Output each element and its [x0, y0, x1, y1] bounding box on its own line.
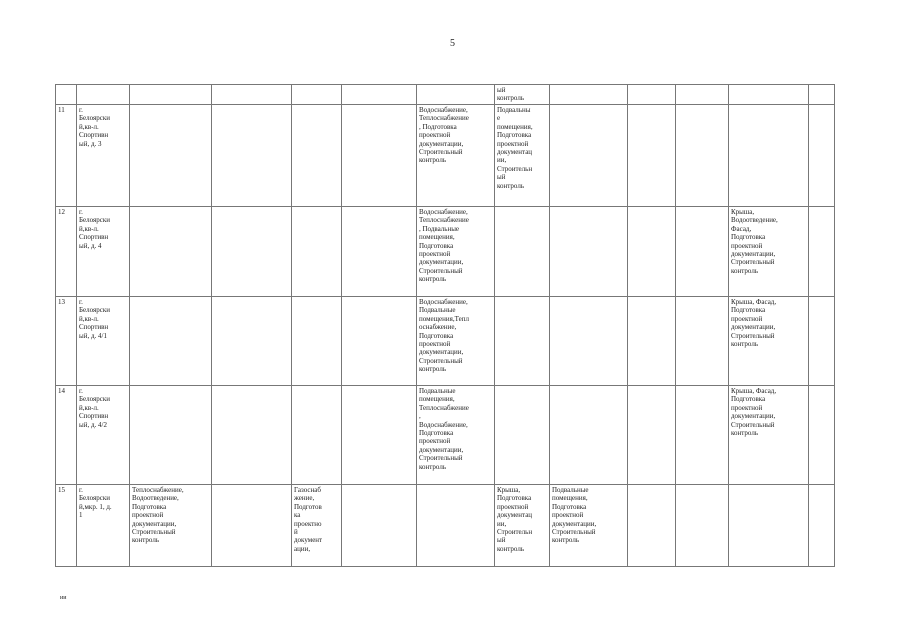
- table-cell: [676, 85, 729, 105]
- table-cell: [292, 105, 342, 207]
- table-cell: [809, 105, 835, 207]
- table-cell: Подвальны е помещения, Подготовка проектной документац ии, Строительн ый контроль: [495, 105, 550, 207]
- table-cell: Водоснабжение, Теплоснабжение , Подготовка проектной документации, Строительный контроль: [417, 105, 495, 207]
- table-cell: ый контроль: [495, 85, 550, 105]
- table-cell: [676, 207, 729, 297]
- table-cell: Теплоснабжение, Водоотведение, Подготовка проектной документации, Строительный контроль: [130, 485, 212, 567]
- table-cell: [628, 297, 676, 386]
- table-cell: [809, 485, 835, 567]
- table-cell: [77, 85, 130, 105]
- table-cell: Крыша, Водоотведение, Фасад, Подготовка проектной документации, Строительный контроль: [729, 207, 809, 297]
- table-cell: Водоснабжение, Теплоснабжение , Подвальные помещения, Подготовка проектной документации, Строительный контроль: [417, 207, 495, 297]
- table-cell: [212, 85, 292, 105]
- table-cell: [417, 85, 495, 105]
- table-cell: [342, 85, 417, 105]
- table-cell: [292, 207, 342, 297]
- table-cell: [292, 386, 342, 485]
- table-cell: [130, 85, 212, 105]
- table-cell: 15: [56, 485, 77, 567]
- table-cell: [676, 386, 729, 485]
- table-cell: [550, 386, 628, 485]
- footer-mark: ии: [60, 595, 67, 601]
- table-cell: [212, 297, 292, 386]
- table-cell: [292, 297, 342, 386]
- table-cell: [212, 207, 292, 297]
- table-cell: г. Белоярски й,мкр. 1, д. 1: [77, 485, 130, 567]
- table-cell: 12: [56, 207, 77, 297]
- table-cell: [130, 105, 212, 207]
- table-cell: [628, 386, 676, 485]
- page-number: 5: [450, 38, 455, 49]
- table-row: [56, 85, 835, 105]
- table-cell: [342, 207, 417, 297]
- table-row: [56, 105, 835, 207]
- table-cell: [130, 386, 212, 485]
- works-table: [55, 84, 835, 567]
- table-cell: Крыша, Подготовка проектной документац ии, Строительн ый контроль: [495, 485, 550, 567]
- table-cell: [550, 85, 628, 105]
- table-cell: г. Белоярски й,кв-л. Спортивн ый, д. 4: [77, 207, 130, 297]
- table-cell: [212, 485, 292, 567]
- table-cell: [550, 105, 628, 207]
- table-cell: [729, 105, 809, 207]
- table-cell: [130, 297, 212, 386]
- table-row: [56, 207, 835, 297]
- table-cell: [809, 85, 835, 105]
- table-cell: 13: [56, 297, 77, 386]
- table-cell: Крыша, Фасад, Подготовка проектной документации, Строительный контроль: [729, 297, 809, 386]
- table-cell: [495, 297, 550, 386]
- table-cell: Подвальные помещения, Подготовка проектной документации, Строительный контроль: [550, 485, 628, 567]
- table-cell: г. Белоярски й,кв-л. Спортивн ый, д. 3: [77, 105, 130, 207]
- table-cell: Газоснаб жение, Подготов ка проектно й документ ации,: [292, 485, 342, 567]
- table-row: [56, 485, 835, 567]
- table-cell: [56, 85, 77, 105]
- table-cell: 14: [56, 386, 77, 485]
- table-cell: г. Белоярски й,кв-л. Спортивн ый, д. 4/1: [77, 297, 130, 386]
- table-cell: [809, 386, 835, 485]
- table-cell: [495, 207, 550, 297]
- table-cell: [212, 386, 292, 485]
- table-cell: [809, 207, 835, 297]
- table-cell: [342, 297, 417, 386]
- table-cell: [628, 85, 676, 105]
- table-cell: [550, 207, 628, 297]
- table-cell: [676, 297, 729, 386]
- table-cell: [676, 105, 729, 207]
- table-row: [56, 386, 835, 485]
- table-cell: [628, 105, 676, 207]
- table-cell: [628, 207, 676, 297]
- table-cell: [342, 105, 417, 207]
- table-cell: Крыша, Фасад, Подготовка проектной документации, Строительный контроль: [729, 386, 809, 485]
- table-cell: Подвальные помещения, Теплоснабжение , Водоснабжение, Подготовка проектной документации, Строительный контроль: [417, 386, 495, 485]
- table-cell: [342, 386, 417, 485]
- table-cell: [292, 85, 342, 105]
- table-cell: [342, 485, 417, 567]
- table-cell: [729, 485, 809, 567]
- table-cell: [417, 485, 495, 567]
- table-row: [56, 297, 835, 386]
- table-cell: [130, 207, 212, 297]
- table-cell: [495, 386, 550, 485]
- table-cell: [809, 297, 835, 386]
- table-cell: [676, 485, 729, 567]
- table-cell: г. Белоярски й,кв-л. Спортивн ый, д. 4/2: [77, 386, 130, 485]
- table-cell: [212, 105, 292, 207]
- table-cell: Водоснабжение, Подвальные помещения,Тепл оснабжение, Подготовка проектной документации, Строительный контроль: [417, 297, 495, 386]
- table-cell: 11: [56, 105, 77, 207]
- table-cell: [628, 485, 676, 567]
- table-cell: [729, 85, 809, 105]
- table-cell: [550, 297, 628, 386]
